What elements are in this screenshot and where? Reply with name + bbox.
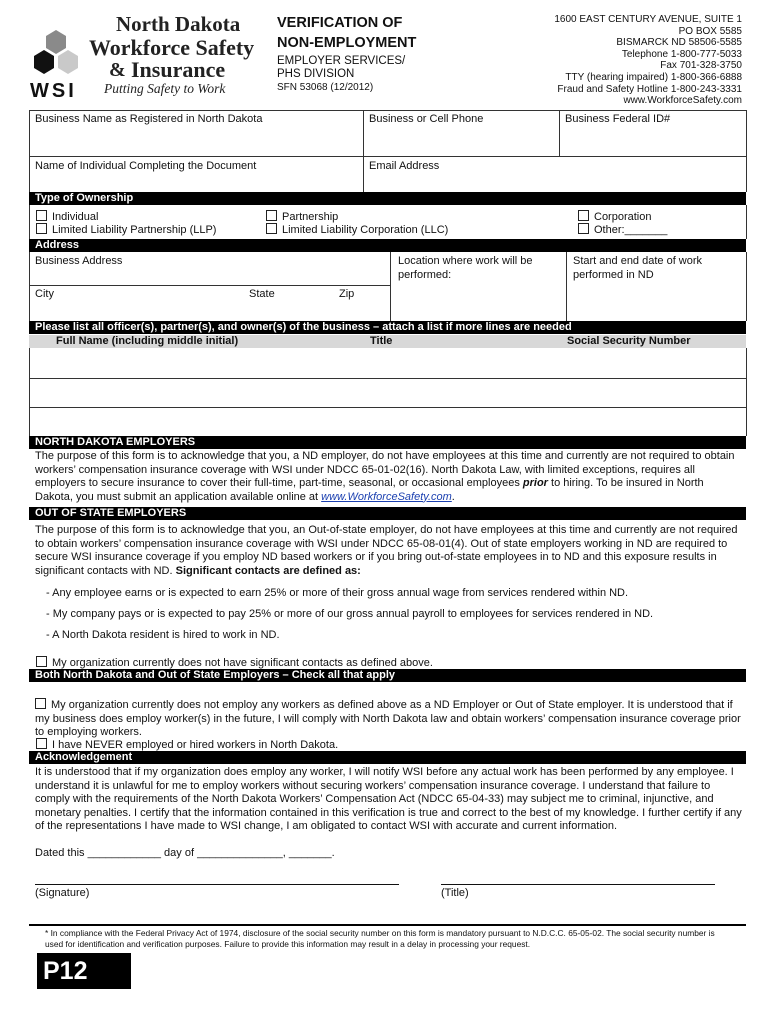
city-field[interactable]: City (35, 288, 54, 300)
significant-contact-2: - My company pays or is expected to pay 25% or more of our gross annual payroll to employees for services rendered in ND. (46, 608, 654, 620)
individual-name-field[interactable]: Name of Individual Completing the Document (35, 160, 257, 172)
address-heading: Address (29, 239, 746, 252)
department-line-1: EMPLOYER SERVICES/ (277, 55, 406, 67)
logo-line-1: North Dakota (116, 12, 241, 36)
out-of-state-text: The purpose of this form is to acknowledge that you, an Out-of-state employer, do not have employees at this time and currently are not required to obtain workers’ compensation insurance coverage with WSI under NDCC 65-08-01(4). Out of state employers working in ND are required to secure WSI insurance coverage if you employ ND based workers or if you bring out-of-state employees in to ND and this exposure results in significant contacts with ND. Significant contacts are defined as: (35, 524, 738, 577)
column-ssn: Social Security Number (567, 335, 691, 347)
contact-address-block (554, 14, 742, 107)
acknowledgement-text: It is understood that if my organization does employ any worker, I will notify WSI before any actual work has been performed by any employee. I understand it is unlawful for me to employ workers without securing workers’ compensation insurance coverage. I understand that failure to comply with the requirements of the North Dakota Workers’ Compensation Act (NDCC 65-04-33) may subject me to criminal, injunctive, and monetary penalties. I certify that the information contained in this verification is true and correct to the best of my knowledge. I further certify if any of the representations I have made to WSI change, I am obligated to contact WSI with accurate and current information. (35, 766, 742, 832)
no-significant-contacts-checkbox[interactable]: My organization currently does not have significant contacts as defined above. (36, 656, 433, 669)
logo-amp: & (109, 59, 126, 81)
checkbox-icon (578, 223, 589, 234)
both-employers-heading: Both North Dakota and Out of State Employers – Check all that apply (29, 669, 746, 682)
nd-employers-heading: NORTH DAKOTA EMPLOYERS (29, 436, 746, 449)
checkbox-icon (36, 223, 47, 234)
work-location-field[interactable]: Location where work will be performed: (398, 255, 533, 281)
checkbox-icon (266, 210, 277, 221)
address-line: 1600 EAST CENTURY AVENUE, SUITE 1 (554, 14, 742, 25)
llp-checkbox[interactable]: Limited Liability Partnership (LLP) (36, 223, 216, 236)
tty: TTY (hearing impaired) 1-800-366-6888 (565, 71, 742, 83)
checkbox-icon (266, 223, 277, 234)
form-title-line-1: VERIFICATION OF (277, 15, 403, 31)
state-field[interactable]: State (249, 288, 275, 300)
no-workers-checkbox[interactable]: My organization currently does not employ any workers as defined above as a ND Employer or Out of State employer. It is understood that if my business does employ worker(s) in the future, I will comply with North Dakota law and obtain workers’ compensation insurance coverage prior to employing workers. (35, 699, 741, 738)
work-dates-field[interactable]: Start and end date of work performed in ND (573, 255, 703, 281)
significant-contact-3: - A North Dakota resident is hired to work in ND. (46, 629, 280, 641)
signature-line[interactable] (35, 884, 399, 885)
address-line: BISMARCK ND 58506-5585 (616, 37, 742, 49)
fax: Fax 701-328-3750 (660, 60, 742, 72)
officers-column-headers (29, 335, 746, 348)
website-link[interactable]: www.WorkforceSafety.com (623, 95, 742, 107)
form-title-line-2: NON-EMPLOYMENT (277, 35, 417, 51)
individual-checkbox[interactable]: Individual (36, 210, 98, 223)
business-name-field[interactable]: Business Name as Registered in North Dakota (35, 113, 263, 125)
officer-row[interactable] (30, 408, 745, 435)
nd-employers-text: The purpose of this form is to acknowledge that you, a ND employer, do not have employees at this time and currently are not required to obtain workers’ compensation insurance coverage with WSI under NDCC 65-01-02(16). North Dakota Law, with limited exceptions, requires all employers to secure insurance to cover their full-time, part-time, seasonal, or occasional employees prior to hiring. To be insured in North Dakota, you must submit an application available online at www.WorkforceSafety.com. (35, 450, 735, 503)
hexagon-logo-icon (28, 28, 84, 80)
officer-row[interactable] (30, 379, 745, 406)
workforce-safety-link[interactable]: www.WorkforceSafety.com (321, 490, 452, 503)
dated-line[interactable]: Dated this ____________ day of ______________, _______. (35, 847, 335, 859)
other-checkbox[interactable]: Other:_______ (578, 223, 667, 236)
form-code-badge: P12 (37, 953, 131, 989)
logo-line-2: Workforce Safety (89, 35, 255, 60)
checkbox-icon (578, 210, 589, 221)
out-of-state-heading: OUT OF STATE EMPLOYERS (29, 507, 746, 520)
acknowledgement-heading: Acknowledgement (29, 751, 746, 764)
signature-label: (Signature) (35, 887, 90, 899)
business-phone-field[interactable]: Business or Cell Phone (369, 113, 484, 125)
checkbox-icon (36, 738, 47, 749)
column-full-name: Full Name (including middle initial) (56, 335, 239, 347)
business-address-field[interactable]: Business Address (35, 255, 123, 267)
telephone: Telephone 1-800-777-5033 (621, 48, 742, 60)
title-label: (Title) (441, 887, 469, 899)
officer-row[interactable] (30, 349, 745, 377)
corporation-checkbox[interactable]: Corporation (578, 210, 651, 223)
partnership-checkbox[interactable]: Partnership (266, 210, 338, 223)
privacy-note: * In compliance with the Federal Privacy Act of 1974, disclosure of the social security number on this form is mandatory pursuant to N.D.C.C. 65-05-02. The social security number is used for identification and verification purposes. Failure to provide this information may result in a delay in processing your request. (45, 928, 715, 949)
fraud-hotline: Fraud and Safety Hotline 1-800-243-3331 (557, 83, 742, 95)
checkbox-icon (36, 210, 47, 221)
department-line-2: PHS DIVISION (277, 68, 355, 80)
logo-tagline: Putting Safety to Work (104, 81, 226, 96)
email-field[interactable]: Email Address (369, 160, 440, 172)
zip-field[interactable]: Zip (339, 288, 355, 300)
ownership-heading: Type of Ownership (29, 192, 746, 205)
significant-contact-1: - Any employee earns or is expected to earn 25% or more of their gross annual wage from services rendered within ND. (46, 587, 629, 599)
form-number: SFN 53068 (12/2012) (277, 82, 374, 93)
title-line[interactable] (441, 884, 715, 885)
column-title: Title (370, 335, 393, 347)
address-line: PO BOX 5585 (678, 25, 742, 37)
never-employed-checkbox[interactable]: I have NEVER employed or hired workers in North Dakota. (36, 738, 338, 751)
logo-line-3: Insurance (131, 57, 226, 82)
checkbox-icon (35, 698, 46, 709)
logo-wsi: WSI (30, 80, 77, 102)
federal-id-field[interactable]: Business Federal ID# (565, 113, 671, 125)
officers-heading: Please list all officer(s), partner(s), and owner(s) of the business – attach a list if more lines are needed (29, 321, 746, 334)
checkbox-icon (36, 656, 47, 667)
llc-checkbox[interactable]: Limited Liability Corporation (LLC) (266, 223, 448, 236)
